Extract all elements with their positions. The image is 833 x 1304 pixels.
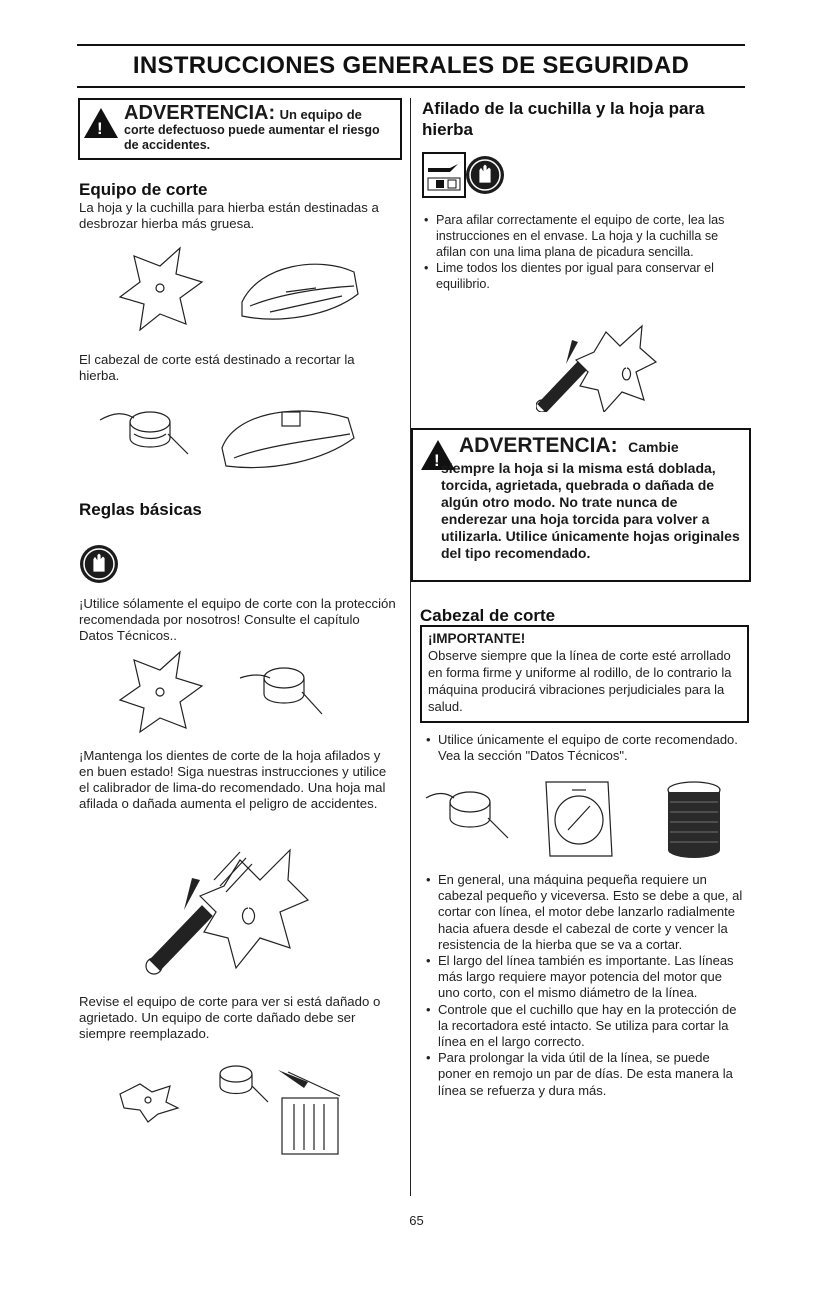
warning-box-defective-equipment: ! ADVERTENCIA: Un equipo de corte defectuoso puede aumentar el riesgo de accidentes. bbox=[78, 98, 402, 160]
equipo-text: La hoja y la cuchilla para hierba están destinadas a desbrozar hierba más gruesa. bbox=[79, 200, 379, 231]
list-item: • Utilice únicamente el equipo de corte recomendado. Vea la sección "Datos Técnicos". bbox=[424, 732, 742, 764]
warning-text-2: siempre la hoja si la misma está doblada, torcida, agrietada, quebrada o dañada de algún otro modo. No trate nunca de enderezar una hoja torcida para volver a utilizarla. Utilice únicamente hojas originales del tipo recomendado. bbox=[441, 460, 740, 561]
column-divider bbox=[410, 98, 411, 1196]
afilado-bullets bbox=[422, 212, 744, 292]
page-title: INSTRUCCIONES GENERALES DE SEGURIDAD bbox=[132, 52, 690, 79]
blade-and-guard-illustration bbox=[110, 242, 370, 334]
reglas-paragraph-3: Revise el equipo de corte para ver si está dañado o agrietado. Un equipo de corte dañado debe ser siempre reemplazado. bbox=[79, 994, 381, 1041]
list-item: • Para prolongar la vida útil de la línea, se puede poner en remojo un par de días. De esta manera la línea se refuerza y dura más. bbox=[424, 1050, 744, 1099]
cabezal-text: El cabezal de corte está destinado a recortar la hierba. bbox=[79, 352, 355, 383]
warning-heading-2: ADVERTENCIA: bbox=[459, 434, 618, 457]
protective-gloves-icon bbox=[80, 545, 118, 583]
file-sharpening-icon bbox=[422, 152, 466, 198]
important-box bbox=[420, 625, 749, 723]
section-heading-cabezal: Cabezal de corte bbox=[420, 606, 556, 625]
page-number: 65 bbox=[409, 1213, 424, 1228]
trimmer-head-spool-line-illustration bbox=[422, 776, 744, 862]
sharpening-file-blade-illustration bbox=[536, 320, 666, 412]
important-title: ¡IMPORTANTE! bbox=[428, 631, 526, 646]
protective-gloves-icon-2 bbox=[466, 156, 504, 194]
list-item: • Controle que el cuchillo que hay en la protección de la recortadora esté intacto. Se utiliza para cortar la línea en el largo correcto. bbox=[424, 1002, 744, 1051]
cabezal-bullet-top bbox=[424, 732, 742, 764]
cabezal-bullets bbox=[424, 872, 744, 1099]
reglas-paragraph-1: ¡Utilice sólamente el equipo de corte con la protección recomendada por nosotros! Consulte el capítulo Datos Técnicos.. bbox=[79, 596, 396, 643]
warning-text: corte defectuoso puede aumentar el riesgo de accidentes. bbox=[124, 123, 380, 152]
damaged-equipment-disposal-illustration bbox=[118, 1050, 358, 1158]
list-item: • Para afilar correctamente el equipo de corte, lea las instrucciones en el envase. La hoja y la cuchilla se afilan con una lima plana de picadura sencilla. bbox=[422, 212, 744, 260]
section-heading-reglas: Reglas básicas bbox=[79, 500, 202, 519]
list-item: • El largo del línea también es importante. Las líneas más largo requiere mayor potencia del motor que uno corto, con el mismo diámetro de la línea. bbox=[424, 953, 744, 1002]
list-item: • Lime todos los dientes por igual para conservar el equilibrio. bbox=[422, 260, 744, 292]
warning-inline-text-2: Cambie bbox=[628, 439, 679, 455]
title-underline bbox=[77, 86, 745, 88]
blade-sharpening-illustration bbox=[140, 840, 320, 985]
section-heading-equipo: Equipo de corte bbox=[79, 180, 208, 199]
important-text: Observe siempre que la línea de corte esté arrollado en forma firme y uniforme al rodillo, de lo contrario la máquina producirá vibraciones perjudiciales para la salud. bbox=[428, 648, 732, 714]
trimmer-head-and-guard-illustration bbox=[94, 394, 364, 478]
warning-box-replace-blade: ! ADVERTENCIA: Cambie siempre la hoja si la misma está doblada, torcida, agrietada, quebrada o dañada de algún otro modo. No trate nunca de enderezar una hoja torcida para volver a utilizarla. Utilice únicamente hojas originales del tipo recomendado. bbox=[411, 428, 751, 582]
warning-inline-text: Un equipo de bbox=[279, 107, 362, 122]
list-item: • En general, una máquina pequeña requiere un cabezal pequeño y viceversa. Esto se debe a que, al cortar con línea, el motor debe lanzarlo radialmente hacia afuera desde el cabezal de corte y vencer la resistencia de la hierba que se va a cortar. bbox=[424, 872, 744, 953]
reglas-paragraph-2: ¡Mantenga los dientes de corte de la hoja afilados y en buen estado! Siga nuestras instrucciones y utilice el calibrador de lima-do recomendado. Una hoja mal afilada o dañada aumenta el peligro de accidentes. bbox=[79, 748, 387, 811]
section-heading-afilado: Afilado de la cuchilla y la hoja para hierba bbox=[422, 99, 705, 139]
warning-heading: ADVERTENCIA: bbox=[124, 102, 276, 124]
blade-and-head-illustration bbox=[112, 648, 352, 734]
top-rule bbox=[77, 44, 745, 46]
